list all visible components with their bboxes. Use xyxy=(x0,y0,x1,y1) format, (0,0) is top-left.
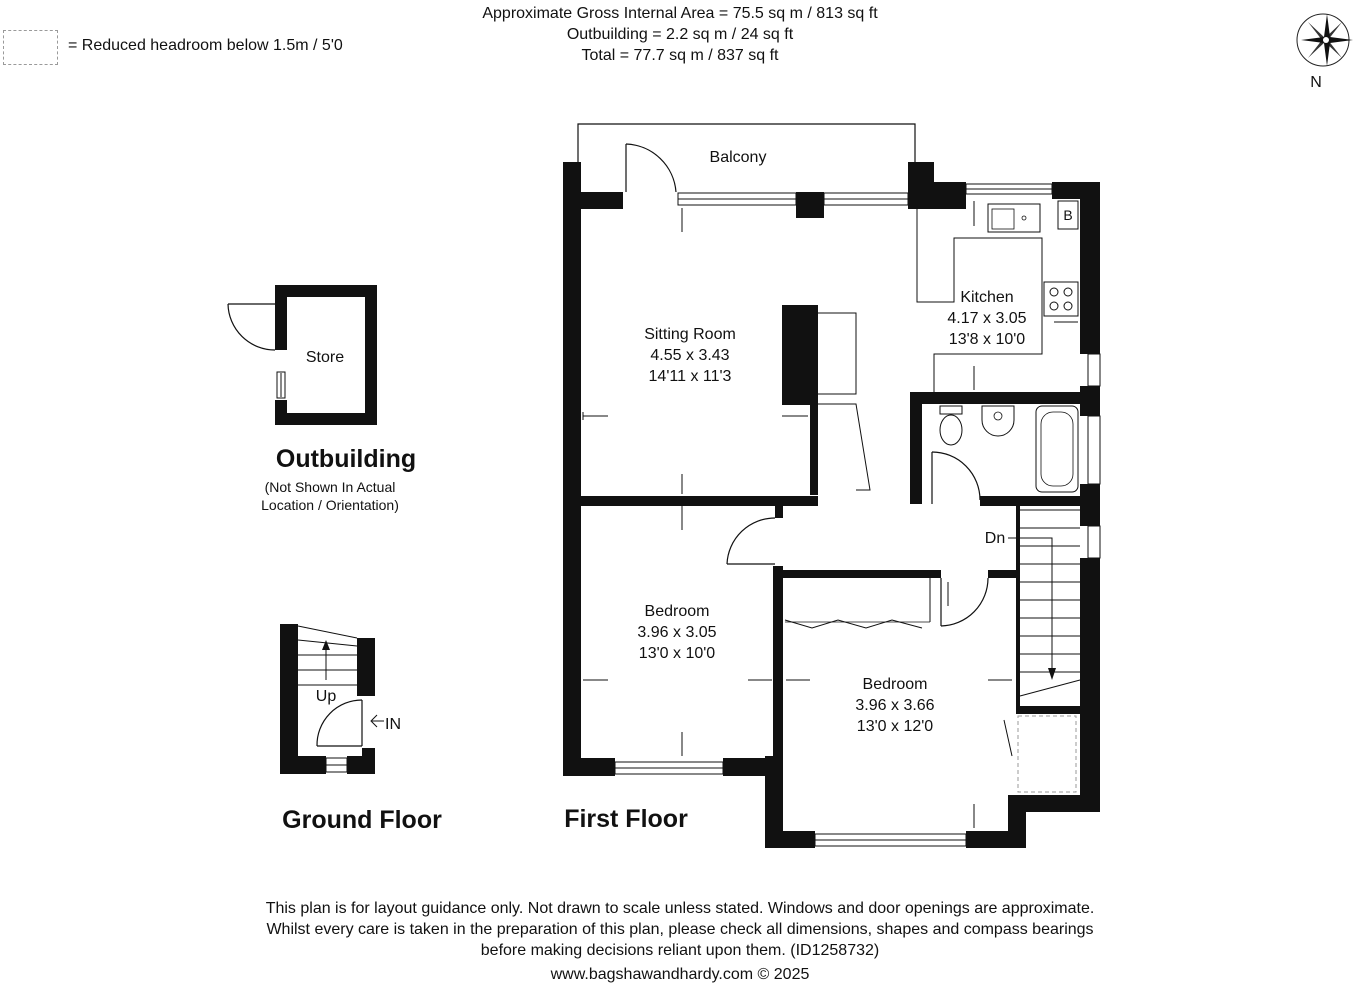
gross-internal-area: Approximate Gross Internal Area = 75.5 sq m / 813 sq ft xyxy=(482,5,878,22)
sitting-room-metric: 4.55 x 3.43 xyxy=(650,347,730,364)
compass-icon xyxy=(1297,14,1353,66)
website-copyright: www.bagshawandhardy.com © 2025 xyxy=(550,966,810,983)
store-label: Store xyxy=(305,349,345,366)
outbuilding-area: Outbuilding = 2.2 sq m / 24 sq ft xyxy=(566,26,794,43)
entrance-label: IN xyxy=(385,716,401,733)
total-area: Total = 77.7 sq m / 837 sq ft xyxy=(581,47,779,64)
balcony-label: Balcony xyxy=(709,149,767,166)
outbuilding-note-line1: (Not Shown In Actual xyxy=(264,479,396,495)
bedroom-2-imperial: 13'0 x 12'0 xyxy=(856,718,934,735)
bedroom-2-metric: 3.96 x 3.66 xyxy=(855,697,935,714)
first-floor-title: First Floor xyxy=(564,805,688,833)
bedroom-1-metric: 3.96 x 3.05 xyxy=(637,624,717,641)
disclaimer-line1: This plan is for layout guidance only. Not drawn to scale unless stated. Windows and door openings are approximate. xyxy=(265,900,1095,917)
reduced-headroom-legend-text: = Reduced headroom below 1.5m / 5'0 xyxy=(68,37,343,54)
outbuilding-title: Outbuilding xyxy=(275,445,417,473)
boiler-label: B xyxy=(1063,207,1073,223)
outbuilding-plan xyxy=(228,285,377,425)
disclaimer-line2: Whilst every care is taken in the preparation of this plan, please check all dimensions, shapes and compass bearings xyxy=(266,921,1094,938)
kitchen-name: Kitchen xyxy=(960,289,1014,306)
ground-floor-title: Ground Floor xyxy=(282,806,442,834)
disclaimer-line3: before making decisions reliant upon them. (ID1258732) xyxy=(480,942,880,959)
ground-stairs-up-label: Up xyxy=(315,688,337,705)
sitting-room-name: Sitting Room xyxy=(644,326,736,343)
outbuilding-note-line2: Location / Orientation) xyxy=(261,497,399,513)
bedroom-1-imperial: 13'0 x 10'0 xyxy=(638,645,716,662)
kitchen-metric: 4.17 x 3.05 xyxy=(947,310,1027,327)
kitchen-imperial: 13'8 x 10'0 xyxy=(948,331,1026,348)
first-floor-plan xyxy=(563,124,1100,848)
bedroom-2-name: Bedroom xyxy=(862,676,928,693)
bedroom-1-name: Bedroom xyxy=(644,603,710,620)
stairs-down-label: Dn xyxy=(984,530,1006,547)
sitting-room-imperial: 14'11 x 11'3 xyxy=(648,368,732,385)
compass-north-label: N xyxy=(1310,74,1322,91)
